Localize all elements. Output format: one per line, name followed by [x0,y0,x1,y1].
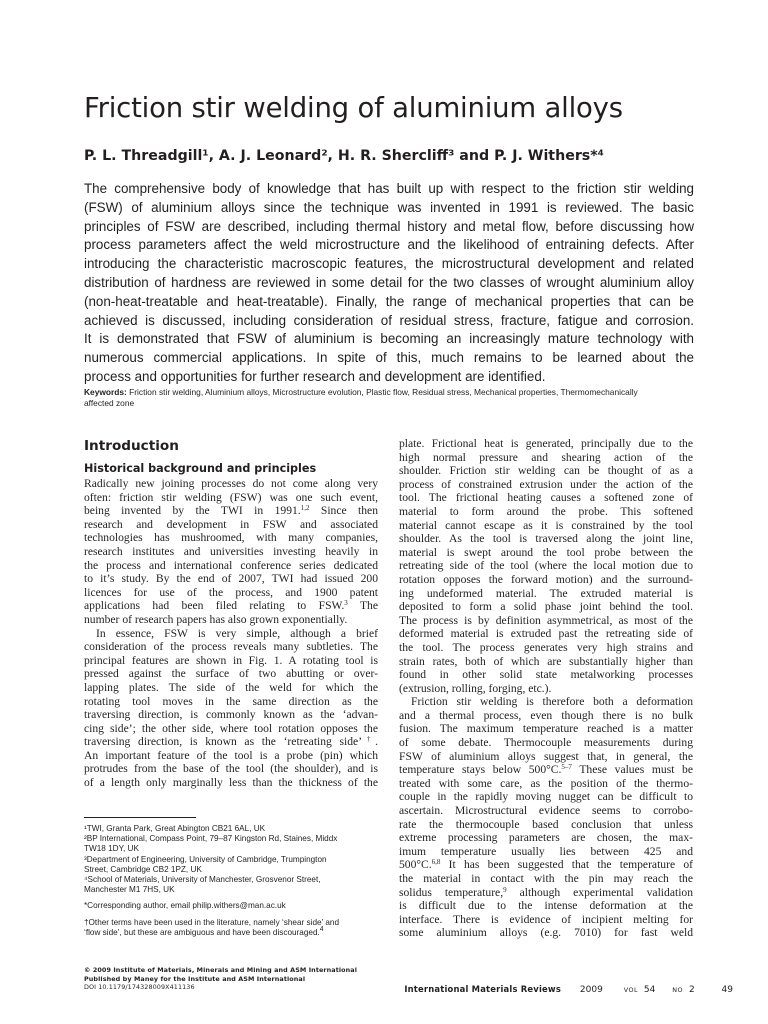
body-line: the tool. The process generates very high strains and [399,640,693,654]
volume-label: VOL [623,986,639,994]
abstract-line: (non-heat-treatable and heat-treatable). Finally, the range of mechanical properties that can be [84,293,694,309]
body-line: plate. Frictional heat is generated, principally due to the [399,437,693,450]
body-line: fusion. The maximum temperature reached is a matter [399,722,693,736]
body-line: being invented by the TWI in 1991.$^{1,2}$ Since then [84,504,378,518]
body-line: material is swept around the tool probe between the [399,545,693,559]
abstract-line: (FSW) of aluminium alloys since the technique was invented in 1991 is reviewed. The basic [84,199,694,215]
affiliation: ¹TWI, Granta Park, Great Abington CB21 6AL, UK [84,824,266,833]
body-line: The process is by definition asymmetrical, as most of the [399,613,693,627]
affiliation: ⁴School of Materials, University of Manchester, Grosvenor Street, [84,875,321,885]
body-line: rotation opposes the forward motion) and the surround- [399,572,693,586]
page-number: 49 [721,985,733,995]
corresponding-author: *Corresponding author, email philip.withers@man.ac.uk [84,901,286,911]
body-line: applications had been filed relating to FSW.$^3$ The [84,599,378,613]
body-line: process of constrained extrusion under the action of the [399,477,693,491]
citation: 6,8 [431,858,441,867]
affiliation: Street, Cambridge CB2 1PZ, UK [84,864,202,874]
body-line: licences for use of the process, and 1900 patent [84,585,378,599]
body-line: to it’s study. By the end of 2007, TWI had issued 200 [84,572,378,586]
body-line: temperature stays below 500°C.$^{5-7}$ These values must be [399,763,693,777]
body-line: interface. There is evidence of incipient melting for [399,912,693,926]
body-line: shoulder. As the tool is traversed along the joint line, [399,532,693,546]
body-line: 500°C.$^{6,8}$ It has been suggested that the temperature of [399,858,693,872]
journal-year: 2009 [579,985,603,995]
abstract-line: introducing the characteristic macroscopic features, the microstructural development and related [84,256,694,272]
section-heading: Introduction [84,438,179,454]
body-line: couple in the rapidly moving nugget can be difficult to [399,790,693,804]
body-column-left [84,477,378,790]
paper-title: Friction stir welding of aluminium alloys [84,92,623,124]
citation: 3 [344,599,348,608]
body-line: is difficult due to the intense deformation at the [399,899,693,913]
keywords-label: Keywords: [84,387,127,397]
footnote-rule [84,817,196,818]
affiliation: ³Department of Engineering, University of Cambridge, Trumpington [84,854,327,864]
body-line: often: friction stir welding (FSW) was one such event, [84,490,378,504]
abstract [84,180,694,387]
body-line: rate the thermocouple based conclusion that unless [399,817,693,831]
journal-name: International Materials Reviews [404,984,562,994]
body-line: tool. The frictional heating causes a softened zone of [399,491,693,505]
affiliation: ²BP International, Compass Point, 79–87 Kingston Rd, Staines, Middx [84,834,338,844]
body-line: rotating tool moves in the same direction as the [84,694,378,708]
author-list: P. L. Threadgill¹, A. J. Leonard², H. R. Shercliff³ and P. J. Withers*⁴ [84,148,604,164]
body-line: found in other solid state metalworking processes [399,668,693,682]
copyright: © 2009 Institute of Materials, Minerals and Mining and ASM International [84,966,358,974]
body-line: retreating side of the tool (where the local motion due to [399,559,693,573]
publisher-line: Published by Maney for the Institute and ASM International [84,974,306,983]
body-line: the process and international conference series dedicated [84,558,378,572]
body-line: pressed against the surface of two abutting or over- [84,667,378,681]
body-line: some aluminium alloys (e.g. 7010) for fast weld [399,926,693,940]
body-column-right [399,437,693,940]
body-line: cing side’; the other side, where tool rotation opposes the [84,721,378,735]
body-line: imum temperature usually lies between 425 and [399,844,693,858]
body-line: FSW of aluminium alloys suggest that, in general, the [399,749,693,763]
body-line: Radically new joining processes do not come along very [84,477,378,490]
body-line: of some debate. Thermocouple measurements during [399,736,693,750]
issue-label: NO [672,986,684,994]
body-line: extreme processing parameters are chosen, the max- [399,831,693,845]
subsection-heading: Historical background and principles [84,462,317,475]
body-line: treated with some care, as the position of the thermo- [399,776,693,790]
body-line: material cannot escape as it is constrained by the tool [399,518,693,532]
body-line: research and development in FSW and associated [84,517,378,531]
body-line: the material in contact with the pin may reach the [399,872,693,885]
keywords-text: Friction stir welding, Aluminium alloys, Microstructure evolution, Plastic flow, Residual stress, Mechanical properties, Thermomechanically [126,387,638,397]
body-line: (extrusion, rolling, forging, etc.). [399,681,552,695]
affiliation: Manchester M1 7HS, UK [84,885,175,895]
doi: DOI 10.1179/174328009X411136 [84,983,195,992]
citation: 1,2 [300,504,310,513]
body-line: Friction stir welding is therefore both a deformation [411,695,693,709]
body-line: of a length only marginally less than the thickness of the [84,776,378,790]
dagger-footnote: ‘flow side’, but these are ambiguous and have been discouraged.$^4$ [84,925,324,937]
abstract-line: achieved is discussed, including consideration of residual stress, fracture, fatigue and corrosion. [84,312,694,328]
body-line: high normal pressure and shearing action of the [399,450,693,464]
footnotes [84,824,378,938]
abstract-line: principles of FSW are described, including thermal history and metal flow, before discussing how [84,218,694,234]
affiliation: TW18 1DY, UK [84,844,139,854]
abstract-line: The comprehensive body of knowledge that has built up with respect to the friction stir welding [84,181,694,196]
body-line: ascertain. Microstructural evidence seems to corrobo- [399,804,693,818]
body-line: ing undeformed material. The extruded material is [399,586,693,600]
body-line: shoulder. Friction stir welding can be thought of as a [399,464,693,478]
keywords-text: affected zone [84,398,135,408]
body-line: number of research papers has also grown exponentially. [84,612,348,626]
body-line: lapping plates. The side of the weld for which the [84,680,378,694]
abstract-line: distribution of hardness are reviewed in some detail for the two classes of wrought aluminium alloy [84,274,694,290]
citation: 5–7 [561,763,572,772]
body-line: deposited to form a solid phase joint behind the tool. [399,600,693,614]
abstract-line: It is demonstrated that FSW of aluminium is becoming an increasingly mature technology with [84,331,694,347]
abstract-line: numerous commercial applications. In spite of this, much remains to be learned about the [84,350,694,366]
body-line: strain rates, both of which are substantially higher than [399,654,693,668]
body-line: and a thermal process, even though there is no bulk [399,708,693,722]
abstract-line: process parameters affect the weld microstructure and the likelihood of entraining defects. After [84,237,694,253]
body-line: An important feature of the tool is a probe (pin) which [84,748,378,762]
citation: 4 [319,925,324,933]
body-line: traversing direction, is commonly known as the ‘advan- [84,708,378,722]
body-line: solidus temperature,$^9$ although experimental validation [399,885,694,899]
body-line: technologies has mushroomed, with many companies, [84,531,378,545]
publisher-info [84,966,404,992]
body-line: In essence, FSW is very simple, although a brief [96,626,378,640]
running-footer [404,984,733,995]
body-line: principal features are shown in Fig. 1. A rotating tool is [84,653,378,667]
body-line: research institutes and universities investing heavily in [84,544,378,558]
dagger-footnote: †Other terms have been used in the literature, namely ‘shear side’ and [84,917,340,927]
footnote-mark: † [362,735,376,744]
abstract-line: process and opportunities for further research and development are identified. [84,368,546,384]
body-line: consideration of the process reveals many subtleties. The [84,640,378,654]
body-line: protrudes from the base of the tool (the shoulder), and is [84,762,378,776]
volume-number: 54 [643,985,656,995]
body-line: deformed material is extruded past the retreating side of [399,627,693,641]
body-line: traversing direction, is known as the ‘retreating side’†. [84,735,379,749]
issue-number: 2 [688,985,695,995]
keywords [84,387,694,409]
citation: 9 [503,885,507,894]
body-line: material to form around the probe. This softened [399,504,693,518]
